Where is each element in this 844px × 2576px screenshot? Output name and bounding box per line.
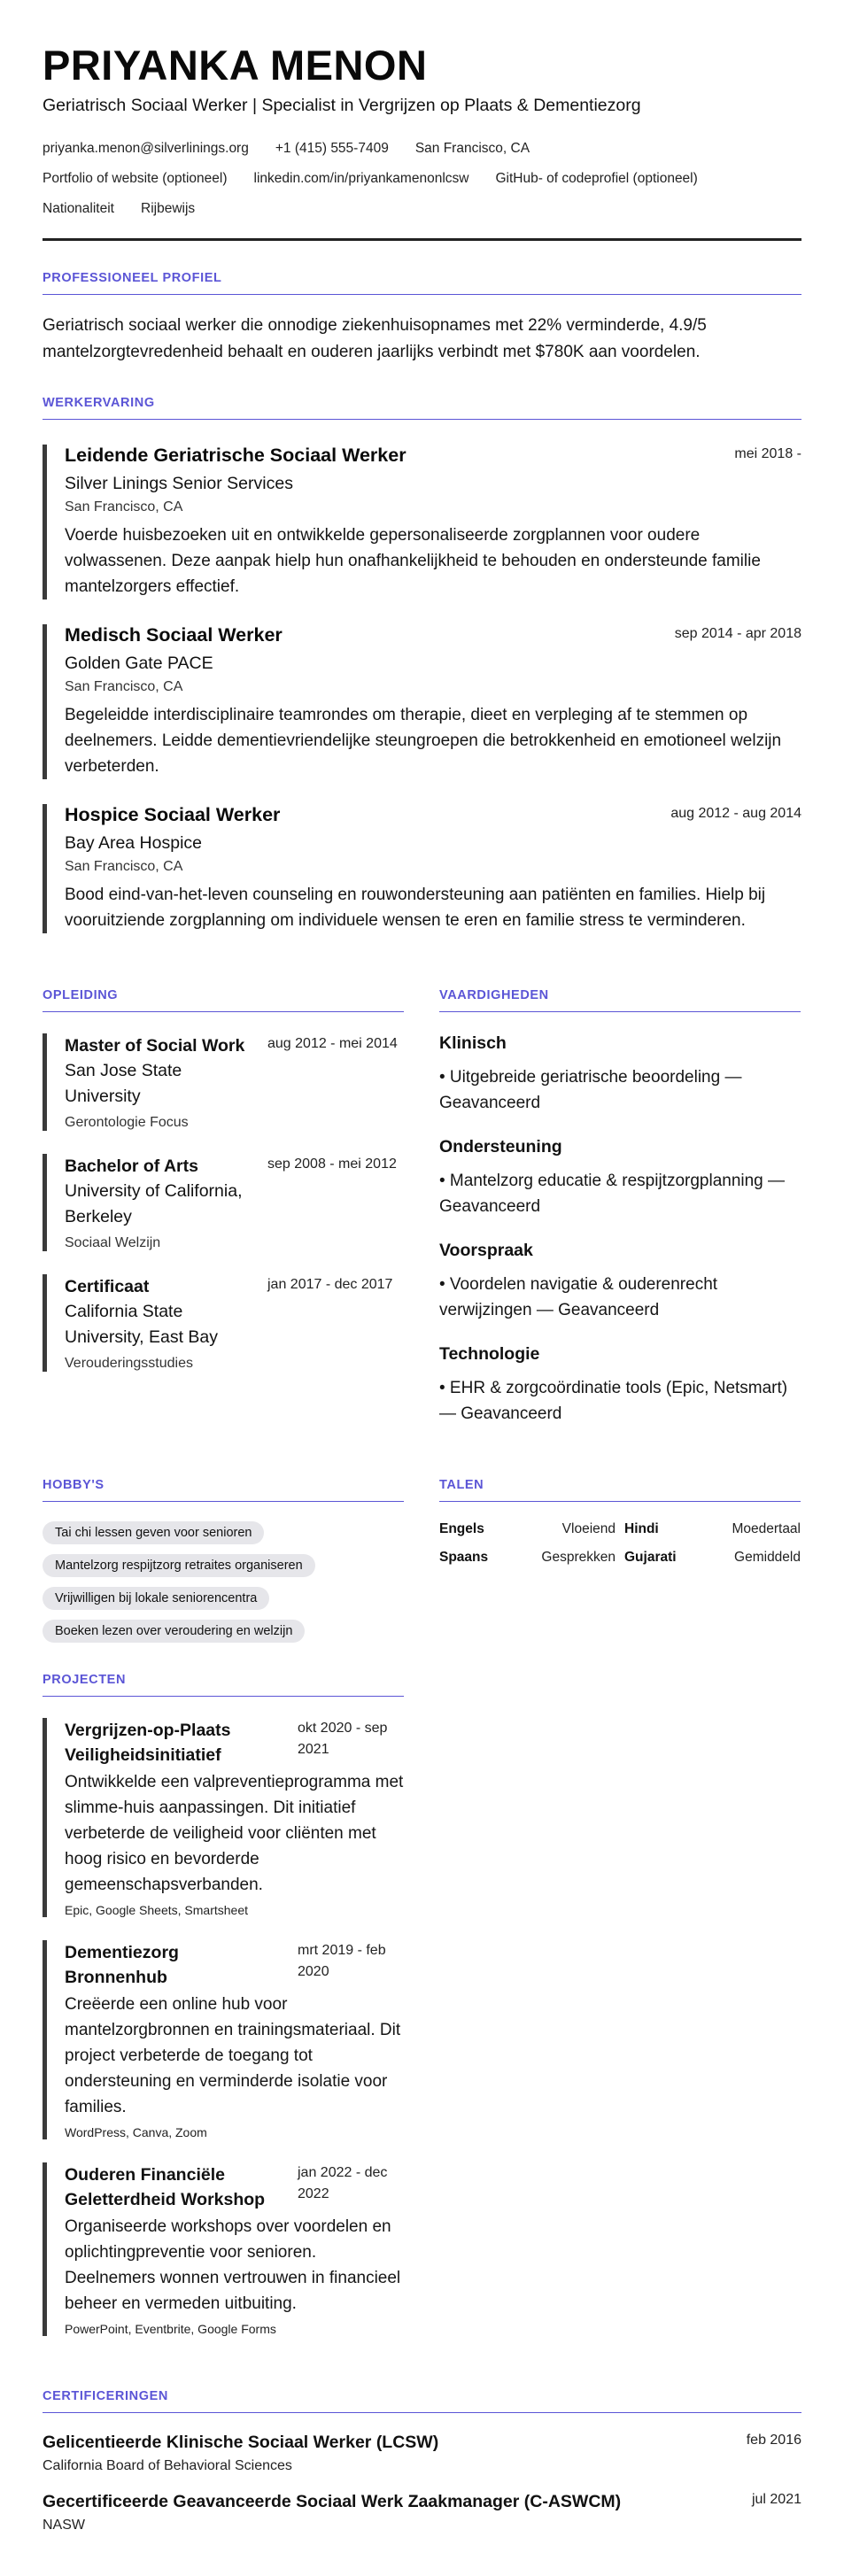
cert-date: feb 2016 <box>746 2432 801 2448</box>
contact-phone[interactable]: +1 (415) 555-7409 <box>275 140 389 156</box>
projects-row <box>43 1643 801 2359</box>
cert-issuer: California Board of Behavioral Sciences <box>43 2457 292 2473</box>
resume-header <box>43 43 801 241</box>
candidate-headline: Geriatrisch Sociaal Werker | Specialist in Vergrijzen op Plaats & Dementiezorg <box>43 95 641 115</box>
education-item <box>43 1154 404 1251</box>
skills-section <box>439 988 801 1448</box>
skill-category: Voorspraak <box>439 1240 533 1260</box>
hobbies-languages-row <box>43 1448 801 1643</box>
language-item <box>439 1550 616 1566</box>
contact-email[interactable]: priyanka.menon@silverlinings.org <box>43 140 249 156</box>
header-divider <box>43 238 801 241</box>
contact-location: San Francisco, CA <box>414 140 530 156</box>
skill-item: • Uitgebreide geriatrische beoordeling — Geavanceerd <box>439 1067 742 1112</box>
experience-section <box>43 396 801 933</box>
project-description: Creëerde een online hub voor mantelzorgbronnen en trainingsmateriaal. Dit project verbeterde de toegang tot ondersteuning en verminderde isolatie voor families. <box>65 1994 401 2116</box>
job-date: sep 2014 - apr 2018 <box>674 625 801 641</box>
contact-github[interactable]: GitHub- of codeprofiel (optioneel) <box>495 170 698 186</box>
section-title: PROFESSIONEEL PROFIEL <box>43 271 801 295</box>
edu-degree: Master of Social Work <box>65 1035 245 1056</box>
edu-date: aug 2012 - mei 2014 <box>267 1035 398 1051</box>
cert-name: Gecertificeerde Geavanceerde Sociaal Werk Zaakmanager (C-ASWCM) <box>43 2491 622 2511</box>
project-item <box>43 2162 404 2336</box>
project-tech: PowerPoint, Eventbrite, Google Forms <box>65 2321 276 2336</box>
edu-school: San Jose State University <box>65 1060 182 1106</box>
hobby-tag: Boeken lezen over veroudering en welzijn <box>43 1620 305 1643</box>
job-description: Bood eind-van-het-leven counseling en rouwondersteuning aan patiënten en families. Hielp bij vooruitziende zorgplanning om individuele wensen te eren en familie stress te verminderen. <box>65 885 766 930</box>
hobbies-section <box>43 1478 404 1643</box>
job-company: Bay Area Hospice <box>65 832 203 853</box>
experience-item <box>43 624 801 779</box>
candidate-name: PRIYANKA MENON <box>43 42 428 89</box>
skill-group <box>439 1137 801 1219</box>
project-tech: WordPress, Canva, Zoom <box>65 2124 207 2139</box>
profile-text: Geriatrisch sociaal werker die onnodige ziekenhuisopnames met 22% verminderde, 4.9/5 mantelzorgtevredenheid behaalt en ouderen jaarlijks verbindt met $780K aan voordelen. <box>43 315 707 361</box>
job-location: San Francisco, CA <box>65 499 183 514</box>
job-date: mei 2018 - <box>734 445 801 461</box>
project-tech: Epic, Google Sheets, Smartsheet <box>65 1902 248 1917</box>
project-description: Organiseerde workshops over voordelen en oplichtingpreventie voor senioren. Deelnemers wonnen vertrouwen in financieel beheer en vermeden uitbuiting. <box>65 2216 401 2313</box>
project-date: mrt 2019 - feb 2020 <box>298 1942 386 1979</box>
language-item <box>624 1521 801 1537</box>
project-item <box>43 1940 404 2139</box>
skill-item: • Mantelzorg educatie & respijtzorgplanning — Geavanceerd <box>439 1171 786 1216</box>
certification-item <box>43 2492 801 2533</box>
skill-group <box>439 1344 801 1427</box>
section-title: OPLEIDING <box>43 988 404 1012</box>
contact-license: Rijbewijs <box>141 200 196 216</box>
education-section <box>43 988 404 1448</box>
contact-nationality: Nationaliteit <box>43 200 114 216</box>
job-company: Silver Linings Senior Services <box>65 473 293 493</box>
skill-item: • EHR & zorgcoördinatie tools (Epic, Netsmart) — Geavanceerd <box>439 1378 788 1423</box>
edu-degree: Certificaat <box>65 1276 150 1296</box>
job-title: Medisch Sociaal Werker <box>65 623 283 646</box>
edu-field: Gerontologie Focus <box>65 1114 189 1130</box>
edu-field: Verouderingsstudies <box>65 1355 193 1371</box>
language-name: Gujarati <box>624 1549 677 1565</box>
hobby-tag: Tai chi lessen geven voor senioren <box>43 1521 264 1544</box>
projects-spacer <box>439 1643 801 2359</box>
experience-item <box>43 804 801 933</box>
skill-category: Ondersteuning <box>439 1136 562 1156</box>
job-title: Leidende Geriatrische Sociaal Werker <box>65 444 407 466</box>
edu-date: jan 2017 - dec 2017 <box>267 1276 393 1292</box>
language-name: Hindi <box>624 1520 659 1536</box>
language-item <box>439 1521 616 1537</box>
certifications-section <box>43 2389 801 2533</box>
job-date: aug 2012 - aug 2014 <box>670 805 801 821</box>
languages-section <box>439 1478 801 1643</box>
job-location: San Francisco, CA <box>65 858 183 874</box>
project-date: jan 2022 - dec 2022 <box>298 2164 388 2201</box>
skill-group <box>439 1033 801 1116</box>
projects-section <box>43 1673 404 2359</box>
edu-school: University of California, Berkeley <box>65 1180 243 1226</box>
skill-group <box>439 1241 801 1323</box>
project-item <box>43 1718 404 1917</box>
contact-portfolio[interactable]: Portfolio of website (optioneel) <box>43 170 228 186</box>
contact-linkedin[interactable]: linkedin.com/in/priyankamenonlcsw <box>253 170 469 186</box>
job-location: San Francisco, CA <box>65 678 183 694</box>
project-title: Vergrijzen-op-Plaats Veiligheidsinitiatief <box>65 1720 231 1765</box>
section-title: HOBBY'S <box>43 1478 404 1502</box>
profile-section <box>43 271 801 366</box>
edu-date: sep 2008 - mei 2012 <box>267 1156 397 1172</box>
job-description: Begeleidde interdisciplinaire teamrondes om therapie, dieet en verpleging af te stemmen op deelnemers. Leidde dementievriendelijke steungroepen die betrokkenheid en emotioneel welzijn verbeterden. <box>65 705 782 776</box>
language-level: Vloeiend <box>561 1520 616 1536</box>
hobby-tag: Vrijwilligen bij lokale seniorencentra <box>43 1587 269 1610</box>
skill-category: Technologie <box>439 1343 540 1364</box>
skill-category: Klinisch <box>439 1033 507 1053</box>
education-item <box>43 1274 404 1372</box>
project-title: Ouderen Financiële Geletterdheid Workshop <box>65 2164 266 2209</box>
hobby-tag: Mantelzorg respijtzorg retraites organiseren <box>43 1554 315 1577</box>
language-level: Gemiddeld <box>734 1549 801 1565</box>
section-title: TALEN <box>439 1478 801 1502</box>
language-item <box>624 1550 801 1566</box>
project-title: Dementiezorg Bronnenhub <box>65 1942 179 1987</box>
section-title: PROJECTEN <box>43 1673 404 1697</box>
edu-degree: Bachelor of Arts <box>65 1156 198 1176</box>
job-description: Voerde huisbezoeken uit en ontwikkelde gepersonaliseerde zorgplannen voor oudere volwassenen. Deze aanpak hielp hun onafhankelijkheid te behouden en ondersteunde familie mantelzorgers effectief. <box>65 525 761 596</box>
language-name: Spaans <box>439 1549 489 1565</box>
language-name: Engels <box>439 1520 484 1536</box>
experience-item <box>43 445 801 600</box>
education-item <box>43 1033 404 1131</box>
contact-info <box>43 134 801 224</box>
cert-date: jul 2021 <box>751 2491 801 2507</box>
section-title: VAARDIGHEDEN <box>439 988 801 1012</box>
education-skills-row <box>43 958 801 1448</box>
language-level: Gesprekken <box>541 1549 616 1565</box>
certification-item <box>43 2433 801 2474</box>
language-level: Moedertaal <box>732 1520 801 1536</box>
edu-school: California State University, East Bay <box>65 1301 219 1347</box>
project-date: okt 2020 - sep 2021 <box>298 1720 388 1757</box>
job-title: Hospice Sociaal Werker <box>65 803 281 825</box>
project-description: Ontwikkelde een valpreventieprogramma met slimme-huis aanpassingen. Dit initiatief verbeterde de veiligheid voor cliënten met hoog risico en bevorderde gemeenschapsverbanden. <box>65 1772 404 1894</box>
edu-field: Sociaal Welzijn <box>65 1234 161 1250</box>
cert-name: Gelicentieerde Klinische Sociaal Werker (LCSW) <box>43 2432 439 2452</box>
section-title: WERKERVARING <box>43 396 801 420</box>
skill-item: • Voordelen navigatie & ouderenrecht verwijzingen — Geavanceerd <box>439 1274 718 1319</box>
cert-issuer: NASW <box>43 2517 85 2533</box>
job-company: Golden Gate PACE <box>65 653 213 673</box>
section-title: CERTIFICERINGEN <box>43 2389 801 2413</box>
